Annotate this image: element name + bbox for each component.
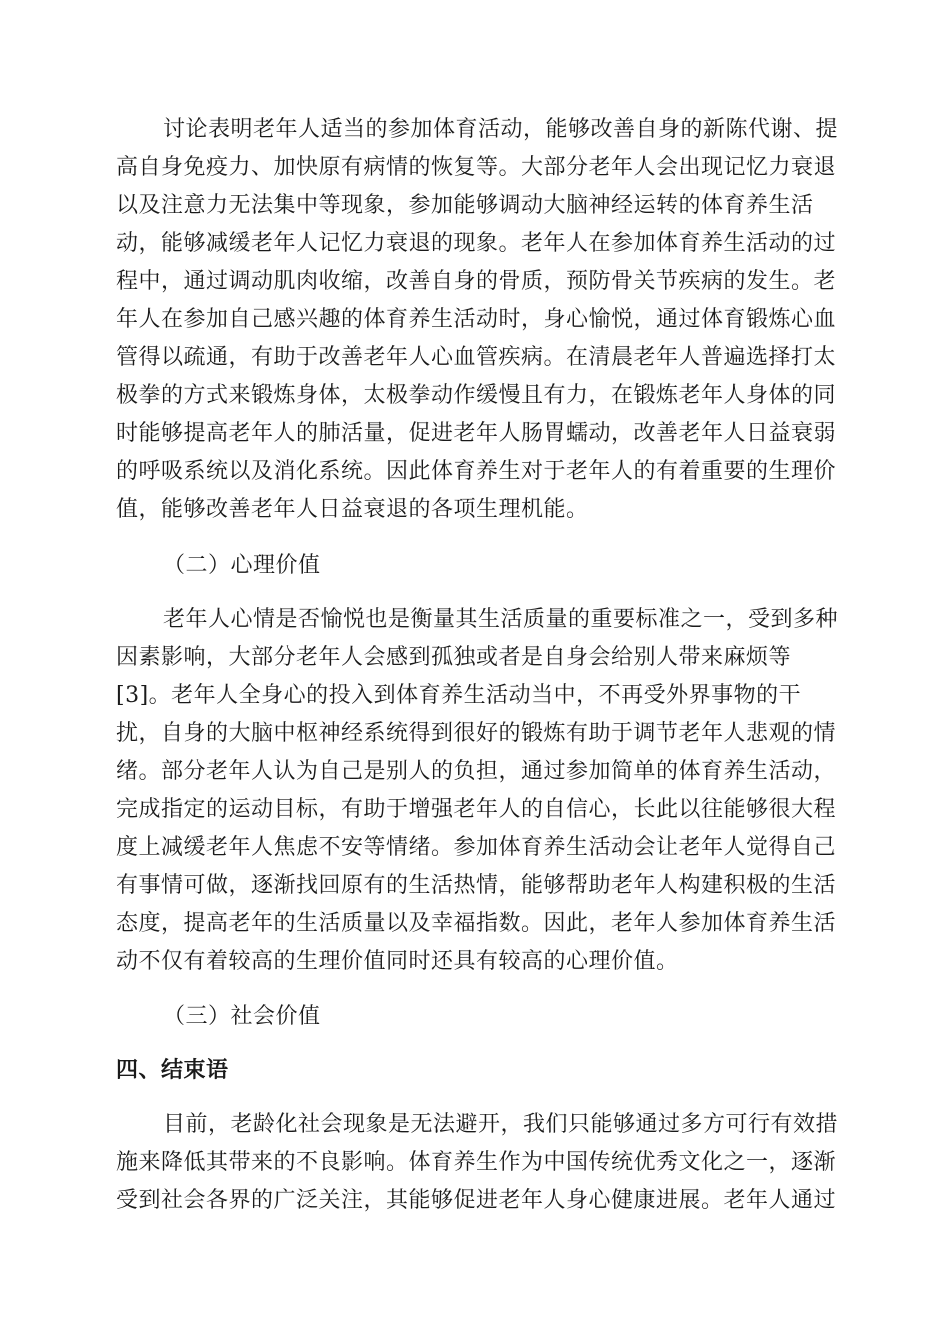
text-line: 绪。部分老年人认为自己是别人的负担，通过参加简单的体育养生活动， <box>116 759 837 784</box>
text-line: [3]。老年人全身心的投入到体育养生活动当中，不再受外界事物的干 <box>116 683 802 708</box>
section-heading-social: （三）社会价值 <box>163 1004 321 1029</box>
text-line: 值，能够改善老年人日益衰退的各项生理机能。 <box>116 497 589 522</box>
text-line: 扰，自身的大脑中枢神经系统得到很好的锻炼有助于调节老年人悲观的情 <box>116 721 837 746</box>
text-line: 因素影响，大部分老年人会感到孤独或者是自身会给别人带来麻烦等 <box>116 645 792 670</box>
text-line: 动，能够减缓老年人记忆力衰退的现象。老年人在参加体育养生活动的过 <box>116 231 837 256</box>
text-line: 的呼吸系统以及消化系统。因此体育养生对于老年人的有着重要的生理价 <box>116 459 837 484</box>
text-line: 讨论表明老年人适当的参加体育活动，能够改善自身的新陈代谢、提 <box>163 117 839 142</box>
text-line: 以及注意力无法集中等现象，参加能够调动大脑神经运转的体育养生活 <box>116 193 814 218</box>
text-line: 程中，通过调动肌肉收缩，改善自身的骨质，预防骨关节疾病的发生。老 <box>116 269 837 294</box>
text-line: 时能够提高老年人的肺活量，促进老年人肠胃蠕动，改善老年人日益衰弱 <box>116 421 837 446</box>
text-line: 年人在参加自己感兴趣的体育养生活动时，身心愉悦，通过体育锻炼心血 <box>116 307 837 332</box>
text-line: 完成指定的运动目标，有助于增强老年人的自信心，长此以往能够很大程 <box>116 797 837 822</box>
text-line: 动不仅有着较高的生理价值同时还具有较高的心理价值。 <box>116 949 679 974</box>
text-line: 极拳的方式来锻炼身体，太极拳动作缓慢且有力，在锻炼老年人身体的同 <box>116 383 837 408</box>
text-line: 度上减缓老年人焦虑不安等情绪。参加体育养生活动会让老年人觉得自己 <box>116 835 837 860</box>
text-line: 态度，提高老年的生活质量以及幸福指数。因此，老年人参加体育养生活 <box>116 911 837 936</box>
text-line: 目前，老龄化社会现象是无法避开，我们只能够通过多方可行有效措 <box>163 1112 839 1137</box>
text-line: 老年人心情是否愉悦也是衡量其生活质量的重要标准之一，受到多种 <box>163 607 839 632</box>
chapter-heading-conclusion: 四、结束语 <box>116 1058 229 1083</box>
text-line: 管得以疏通，有助于改善老年人心血管疾病。在清晨老年人普遍选择打太 <box>116 345 837 370</box>
section-heading-psychological: （二）心理价值 <box>163 553 321 578</box>
text-line: 受到社会各界的广泛关注，其能够促进老年人身心健康进展。老年人通过 <box>116 1188 837 1213</box>
text-line: 施来降低其带来的不良影响。体育养生作为中国传统优秀文化之一，逐渐 <box>116 1150 837 1175</box>
text-line: 高自身免疫力、加快原有病情的恢复等。大部分老年人会出现记忆力衰退 <box>116 155 837 180</box>
text-line: 有事情可做，逐渐找回原有的生活热情，能够帮助老年人构建积极的生活 <box>116 873 837 898</box>
